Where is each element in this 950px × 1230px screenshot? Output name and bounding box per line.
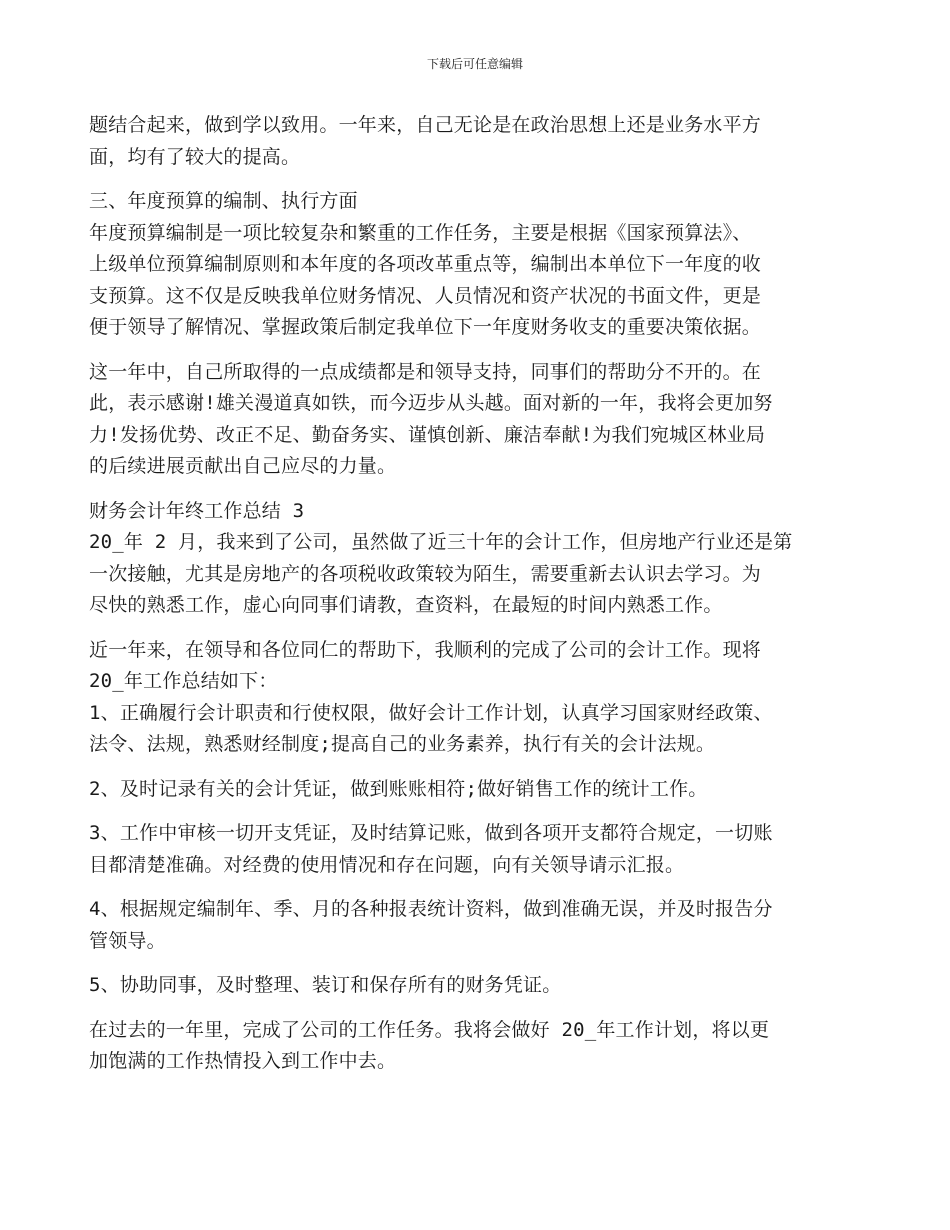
text-line: 一次接触，尤其是房地产的各项税收政策较为陌生，需要重新去认识去学习。为 xyxy=(89,562,762,585)
list-item-2 xyxy=(89,774,869,806)
text-line: 20_年工作总结如下： xyxy=(89,670,278,692)
document-body xyxy=(89,110,869,1078)
text-line: 加饱满的工作热情投入到工作中去。 xyxy=(89,1050,397,1072)
text-line: 4、根据规定编制年、季、月的各种报表统计资料，做到准确无误，并及时报告分 xyxy=(89,898,773,920)
list-item-1 xyxy=(89,698,869,761)
paragraph-arrival xyxy=(89,527,869,622)
text-line: 的后续进展贡献出自己应尽的力量。 xyxy=(89,455,397,477)
text-line: 1、正确履行会计职责和行使权限，做好会计工作计划，认真学习国家财经政策、 xyxy=(89,701,773,724)
text-line: 20_年 2 月，我来到了公司，虽然做了近三十年的会计工作，但房地产行业还是第 xyxy=(89,531,793,553)
paragraph-closing xyxy=(89,1015,869,1078)
text-line: 3、工作中审核一切开支凭证，及时结算记账，做到各项开支都符合规定，一切账 xyxy=(89,822,773,844)
text-line: 上级单位预算编制原则和本年度的各项改革重点等，编制出本单位下一年度的收 xyxy=(89,253,762,275)
section-heading-summary-3 xyxy=(89,496,869,528)
text-line: 支预算。这不仅是反映我单位财务情况、人员情况和资产状况的书面文件，更是 xyxy=(89,284,762,307)
text-line: 管领导。 xyxy=(89,929,166,952)
section-heading-budget xyxy=(89,186,869,218)
text-line: 2、及时记录有关的会计凭证，做到账账相符;做好销售工作的统计工作。 xyxy=(89,777,708,800)
text-line: 5、协助同事，及时整理、装订和保存所有的财务凭证。 xyxy=(89,974,562,996)
list-item-4 xyxy=(89,894,869,957)
text-line: 题结合起来，做到学以致用。一年来，自己无论是在政治思想上还是业务水平方 xyxy=(89,114,762,136)
text-line: 财务会计年终工作总结 3 xyxy=(89,499,305,522)
list-item-3 xyxy=(89,818,869,881)
text-line: 尽快的熟悉工作，虚心向同事们请教，查资料，在最短的时间内熟悉工作。 xyxy=(89,594,723,616)
text-line: 三、年度预算的编制、执行方面 xyxy=(89,190,358,212)
text-line: 便于领导了解情况、掌握政策后制定我单位下一年度财务收支的重要决策依据。 xyxy=(89,316,762,338)
page-header: 下载后可任意编辑 xyxy=(426,57,523,71)
paragraph-intro-continuation xyxy=(89,110,869,173)
text-line: 此，表示感谢!雄关漫道真如铁，而今迈步从头越。面对新的一年，我将会更加努 xyxy=(89,392,773,414)
paragraph-thanks xyxy=(89,357,869,483)
text-line: 近一年来，在领导和各位同仁的帮助下，我顺利的完成了公司的会计工作。现将 xyxy=(89,638,762,661)
text-line: 在过去的一年里，完成了公司的工作任务。我将会做好 20_年工作计划，将以更 xyxy=(89,1018,770,1041)
text-line: 力!发扬优势、改正不足、勤奋务实、谨慎创新、廉洁奉献!为我们宛城区林业局 xyxy=(89,423,766,446)
text-line: 这一年中，自己所取得的一点成绩都是和领导支持，同事们的帮助分不开的。在 xyxy=(89,360,762,383)
text-line: 目都清楚准确。对经费的使用情况和存在问题，向有关领导请示汇报。 xyxy=(89,853,685,876)
paragraph-year-review xyxy=(89,635,869,698)
text-line: 法令、法规，熟悉财经制度;提高自己的业务素养，执行有关的会计法规。 xyxy=(89,733,716,755)
paragraph-budget xyxy=(89,218,869,344)
text-line: 面，均有了较大的提高。 xyxy=(89,145,301,168)
list-item-5 xyxy=(89,970,869,1002)
text-line: 年度预算编制是一项比较复杂和繁重的工作任务，主要是根据《国家预算法》、 xyxy=(89,221,752,244)
